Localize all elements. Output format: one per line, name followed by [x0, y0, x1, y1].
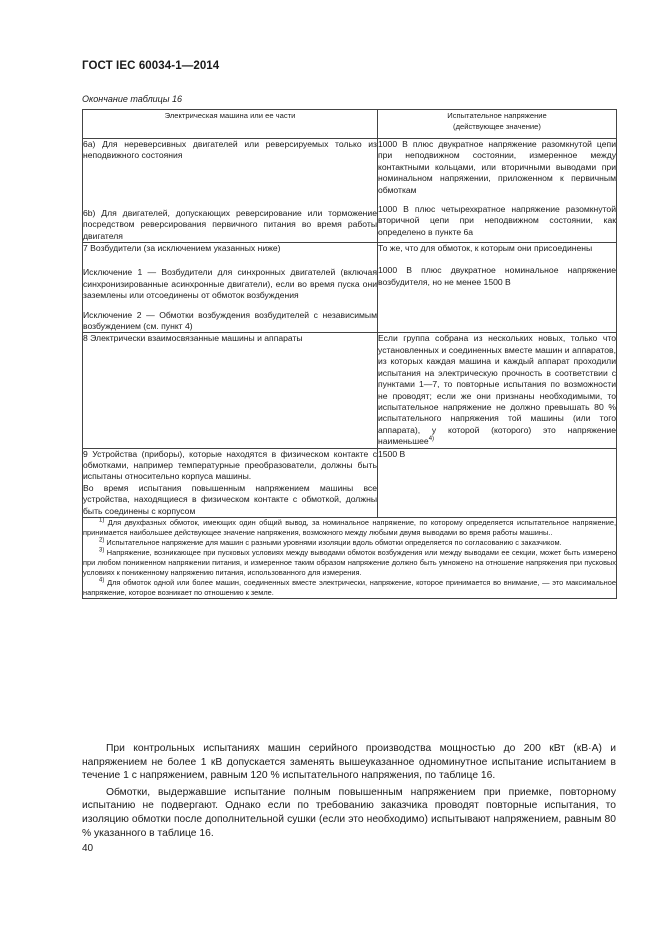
footnote — [83, 518, 616, 538]
column-header-voltage — [378, 110, 617, 139]
table-footnotes — [83, 517, 617, 598]
footnote-mark: 3) — [99, 547, 105, 554]
table-row — [83, 139, 617, 243]
row-9-machine-cell — [83, 448, 378, 517]
table-caption: Окончание таблицы 16 — [82, 94, 182, 104]
body-paragraph: При контрольных испытаниях машин серийного производства мощностью до 200 кВт (кВ·А) и напряжением не более 1 кВ допускается заменять вышеуказанное одноминутное испытание испытанием в течение 1 с напряжением, равным 120 % испытательного напряжения, по таблице 16. — [82, 743, 616, 782]
footnote-text: Для двухфазных обмоток, имеющих один общий вывод, за номинальное напряжение, по которому определяется испытательное напряжение, принимается наибольшее действующее значение напряжения, возможного между любыми двумя выводами во время работы машины.. — [83, 517, 617, 537]
footnote-mark: 2) — [99, 537, 105, 544]
page-header: ГОСТ IEC 60034-1—2014 — [82, 60, 220, 72]
page-number: 40 — [82, 843, 94, 854]
row-7-text: 7 Возбудители (за исключением указанных ниже) — [83, 243, 281, 254]
row-9-voltage: 1500 В — [378, 448, 406, 459]
footnote-ref-4: 4) — [428, 436, 435, 443]
table-row — [83, 243, 617, 333]
row-6b-voltage: 1000 В плюс четырехкратное напряжение разомкнутой вторичной цепи при неподвижном состоянии, как определено в пункте 6а — [378, 204, 616, 237]
footnote — [83, 578, 616, 598]
footnote-mark: 4) — [99, 577, 105, 584]
row-9-text: 9 Устройства (приборы), которые находятся в физическом контакте с обмотками, например температурные преобразователи, должны быть испытаны относительно корпуса машины. — [83, 448, 377, 482]
row-7-voltage: То же, что для обмоток, к которым они присоединены — [378, 243, 593, 254]
column-header-machine: Электрическая машина или ее части — [83, 110, 378, 139]
footnote-text: Для обмоток одной или более машин, соединенных вместе электрически, напряжение, которое принимается во внимание, — это максимальное напряжение, которое возникает по отношению к земле. — [83, 577, 616, 597]
row-6b-text: 6b) Для двигателей, допускающих реверсирование или торможение посредством реверсирования первичного питания во время работы двигателя — [83, 207, 377, 241]
footnote-mark: 1) — [99, 517, 105, 524]
row-6a-voltage: 1000 В плюс двукратное напряжение разомкнутой цепи при неподвижном состоянии, измеренное между контактными кольцами, или вторичными выводами при номинальном напряжении, приложенном к первичным обмоткам — [378, 139, 616, 195]
test-voltage-table — [82, 109, 617, 599]
body-text — [82, 742, 616, 843]
row-8-machine-cell — [83, 333, 378, 448]
row-6-machine-cell — [83, 139, 378, 243]
row-8-voltage-cell — [378, 333, 617, 448]
row-8-voltage — [378, 333, 616, 447]
table-notes-row — [83, 517, 617, 598]
row-9-text-2: Во время испытания повышенным напряжением машины все устройства, находящиеся в физическом контакте с обмоткой, должны быть соединены с корпусом — [83, 482, 377, 516]
body-paragraph: Обмотки, выдержавшие испытание полным повышенным напряжением при приемке, повторному испытанию не подвергают. Однако если по требованию заказчика проводят повторные испытания, то изоляцию обмотки после дополнительной сушки (если это необходимо) испытывают напряжением, равным 80 % указанного в таблице 16. — [82, 786, 616, 839]
row-9-voltage-cell — [378, 448, 617, 517]
row-7-exception-1-voltage: 1000 В плюс двукратное номинальное напряжение возбудителя, но не менее 1500 В — [378, 265, 616, 287]
row-7-exception-2: Исключение 2 — Обмотки возбуждения возбудителей с независимым возбуждением (см. пункт 4) — [83, 309, 377, 332]
row-6a-text: 6а) Для нереверсивных двигателей или реверсируемых только из неподвижного состояния — [83, 139, 377, 161]
row-8-text: 8 Электрически взаимосвязанные машины и аппараты — [83, 333, 303, 344]
row-7-voltage-cell — [378, 243, 617, 333]
table-header-row — [83, 110, 617, 139]
row-8-voltage-text: Если группа собрана из нескольких новых, только что установленных и соединенных вместе машин и аппаратов, из которых каждая машина и каждый аппарат проходили испытания на электрическую прочность в соответствии с пунктами 1—7, то повторные испытания по возможности не проводят; если же они признаны необходимыми, то испытательное напряжение не должно превышать 80 % испытательного напряжения той машины (или того аппарата), у которой (которого) это напряжение наименьшее — [378, 333, 616, 447]
footnote-text: Испытательное напряжение для машин с разными уровнями изоляции вдоль обмотки определяется по согласованию с заказчиком. — [106, 537, 562, 547]
footnote — [83, 538, 616, 548]
footnote — [83, 548, 616, 578]
column-header-voltage-line2: (действующее значение) — [453, 122, 541, 131]
footnote-text: Напряжение, возникающее при пусковых условиях между выводами обмоток возбуждения или между выводами ее секции, может быть измерено при любом пониженном напряжении питания, и измеренное таким образом напряжение должно быть умножено на отношение напряжения при пусковых условиях к пониженному напряжению питания, использованного для измерения. — [83, 547, 616, 577]
row-7-machine-cell — [83, 243, 378, 333]
row-6-voltage-cell — [378, 139, 617, 243]
table-row — [83, 448, 617, 517]
column-header-voltage-line1: Испытательное напряжение — [447, 111, 547, 120]
row-7-exception-1: Исключение 1 — Возбудители для синхронных двигателей (включая синхронизированные асинхронные двигатели), если во время пуска они заземлены или отсоединены от обмоток возбуждения — [83, 267, 377, 301]
table-row — [83, 333, 617, 448]
